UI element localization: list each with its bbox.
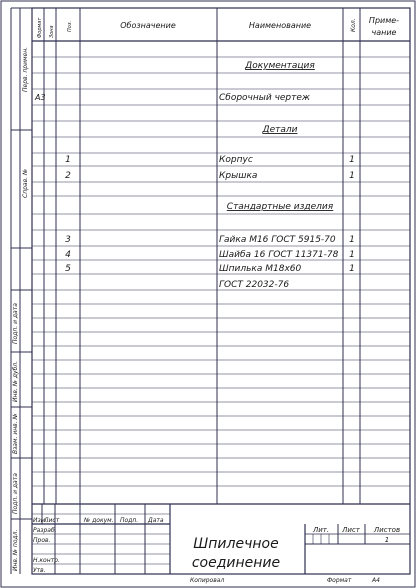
std4-qty: 1 (349, 250, 355, 260)
header-format: Формат (37, 17, 43, 38)
std5-qty: 1 (349, 264, 355, 274)
tb-list-label: Лист (342, 526, 360, 534)
tb-utv: Утв. (33, 567, 46, 574)
table-header (37, 16, 399, 38)
side-podp-data-1: Подп. и дата (12, 303, 19, 344)
std3-name: Гайка М16 ГОСТ 5915-70 (219, 235, 336, 245)
std5-name-cont: ГОСТ 22032-76 (219, 280, 290, 290)
tb-razrab: Разраб. (33, 527, 57, 534)
std4-name: Шайба 16 ГОСТ 11371-78 (219, 250, 339, 260)
tb-lit-label: Лит. (312, 526, 330, 534)
side-perv-primen: Перв. примен. (22, 46, 29, 92)
table-rows (34, 93, 355, 290)
doc-format: А3 (35, 93, 46, 102)
footer-format-value: А4 (372, 577, 380, 584)
part2-pos: 2 (65, 171, 71, 181)
part2-qty: 1 (349, 171, 355, 181)
header-pos: Поз. (67, 20, 73, 32)
side-inv-podl: Инв. № подл. (12, 529, 19, 571)
tb-izm: Изм. (33, 517, 48, 524)
tb-title-line2: соединение (191, 555, 281, 571)
part1-pos: 1 (65, 155, 71, 165)
part1-qty: 1 (349, 155, 355, 165)
section-titles (227, 61, 334, 212)
std3-qty: 1 (349, 235, 355, 245)
std4-pos: 4 (65, 250, 71, 260)
side-vzam-inv: Взам. инв. № (12, 413, 19, 454)
tb-listov-label: Листов (373, 526, 401, 534)
std5-pos: 5 (65, 264, 71, 274)
tb-doc-no: № докум. (84, 517, 114, 524)
std5-name: Шпилька М18х60 (219, 264, 302, 274)
frame-lines (1, 1, 415, 587)
header-designation: Обозначение (120, 21, 176, 30)
footer-format-label: Формат (327, 577, 352, 584)
footer (190, 577, 380, 584)
side-podp-data-2: Подп. и дата (12, 473, 19, 514)
header-note-line1: Приме- (368, 16, 400, 25)
part2-name: Крышка (219, 171, 258, 181)
tb-data: Дата (148, 517, 164, 524)
tb-list: Лист (44, 517, 60, 524)
side-inv-dubl: Инв. № дубл. (12, 360, 19, 402)
std3-pos: 3 (65, 235, 71, 245)
footer-copied: Копировал (190, 577, 225, 584)
header-qty: Кол. (350, 18, 357, 32)
header-name: Наименование (248, 21, 312, 30)
tb-n-kontr: Н.контр. (33, 557, 60, 564)
section-documentation: Документация (245, 61, 315, 71)
tb-podp: Подп. (120, 517, 139, 524)
header-zone: Зона (49, 25, 55, 38)
tb-prov: Пров. (33, 537, 51, 544)
title-block (33, 517, 400, 574)
tb-listov-value: 1 (384, 536, 390, 544)
section-details: Детали (262, 125, 298, 135)
section-standard: Стандартные изделия (226, 202, 334, 212)
side-sprav: Справ. № (22, 168, 29, 198)
part1-name: Корпус (219, 155, 253, 165)
tb-title-line1: Шпилечное (193, 536, 279, 552)
header-note-line2: чание (371, 28, 397, 37)
doc-name: Сборочный чертеж (219, 93, 311, 103)
